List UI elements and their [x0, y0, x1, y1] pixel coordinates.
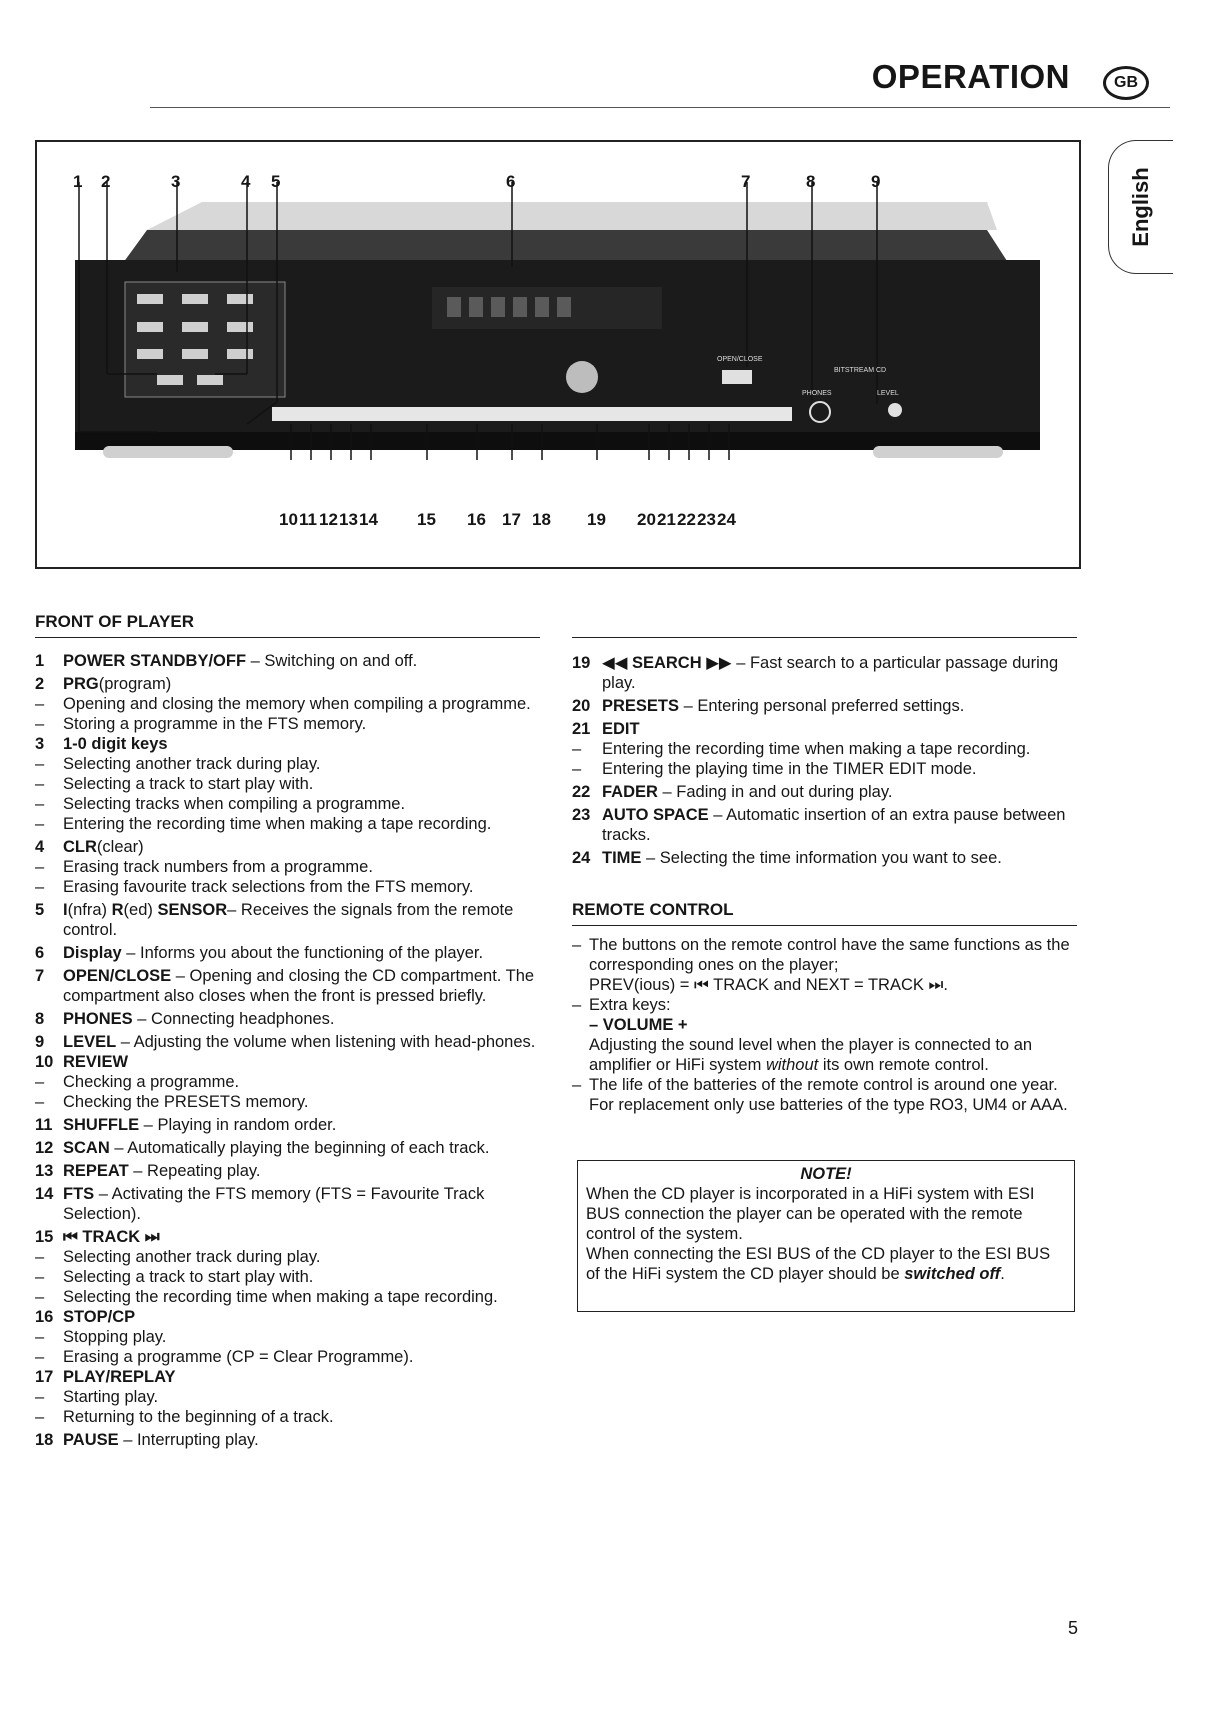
language-tab [1108, 140, 1173, 274]
entry-2: 2 PRG(program) [35, 675, 172, 693]
entry-21: 21 EDIT [572, 720, 640, 738]
callout-24: 24 [717, 510, 736, 529]
right-list [572, 650, 1077, 868]
callout-4: 4 [241, 172, 251, 191]
callout-21: 21 [657, 510, 676, 529]
bullet: – Storing a programme in the FTS memory. [35, 715, 367, 733]
bullet: – Entering the recording time when making a tape recording. [572, 740, 1031, 758]
bullet: – Entering the playing time in the TIMER EDIT mode. [572, 760, 977, 778]
entry-desc: – Switching on and off. [246, 652, 418, 670]
key-6 [227, 322, 253, 332]
bullet: – Selecting a track to start play with. [35, 1268, 314, 1286]
bullet: – Entering the recording time when making a tape recording. [35, 815, 492, 833]
entry-1 [35, 651, 545, 671]
bullet: – Selecting the recording time when making a tape recording. [35, 1288, 498, 1306]
callout-12: 12 [319, 510, 338, 529]
callout-20: 20 [637, 510, 656, 529]
callout-5: 5 [271, 172, 281, 191]
label-bitstream: BITSTREAM CD [834, 367, 887, 374]
entry-10: 10 REVIEW [35, 1053, 129, 1071]
callout-11: 11 [299, 510, 317, 529]
entry-18: 18 PAUSE – Interrupting play. [35, 1431, 259, 1449]
bullet: – Checking a programme. [35, 1073, 240, 1091]
remote-para-1: – The buttons on the remote control have the same functions as the corresponding ones on the player; PREV(ious) = ⏮ TRACK and NEXT = TRACK ⏭. [572, 936, 1070, 994]
entry-16: 16 STOP/CP [35, 1308, 136, 1326]
language-tab-label: English [1128, 167, 1153, 247]
callout-14: 14 [359, 510, 378, 529]
callout-7: 7 [741, 172, 751, 191]
front-heading: FRONT OF PLAYER [35, 612, 194, 631]
key-8 [182, 349, 208, 359]
key-7 [137, 349, 163, 359]
button-strip [272, 407, 792, 421]
entry-20: 20 PRESETS – Entering personal preferred settings. [572, 697, 965, 715]
entry-14: 14 FTS – Activating the FTS memory (FTS = Favourite Track Selection). [35, 1185, 485, 1223]
page-title: OPERATION [871, 58, 1070, 95]
callout-16: 16 [467, 510, 486, 529]
player-top-lid [147, 202, 997, 230]
remote-heading: REMOTE CONTROL [572, 900, 734, 919]
key-0 [157, 375, 183, 385]
callout-23: 23 [697, 510, 716, 529]
remote-para-2: – Extra keys: – VOLUME + Adjusting the sound level when the player is connected to an amplifier or HiFi system without its own remote control. [572, 996, 1033, 1074]
callout-10: 10 [279, 510, 298, 529]
entry-title: POWER STANDBY/OFF [63, 652, 247, 670]
label-phones: PHONES [802, 390, 832, 397]
right-top-rule [572, 637, 1077, 638]
callout-8: 8 [806, 172, 816, 191]
entry-4: 4 CLR(clear) [35, 838, 144, 856]
entry-19: 19 ◀◀ SEARCH ▶▶ – Fast search to a particular passage during play. [572, 654, 1059, 692]
key-4 [137, 322, 163, 332]
foot-right [873, 446, 1003, 458]
callout-6: 6 [506, 172, 516, 191]
key-3 [227, 294, 253, 304]
entry-9: 9 LEVEL – Adjusting the volume when listening with head-phones. [35, 1033, 536, 1051]
bullet: – Returning to the beginning of a track. [35, 1408, 334, 1426]
key-5 [182, 322, 208, 332]
entry-22: 22 FADER – Fading in and out during play. [572, 783, 893, 801]
player-front-figure [35, 140, 1081, 569]
entry-17: 17 PLAY/REPLAY [35, 1368, 176, 1386]
remote-heading-rule [572, 925, 1077, 926]
bullet: – Erasing track numbers from a programme. [35, 858, 373, 876]
bullet: – Starting play. [35, 1388, 159, 1406]
level-knob [888, 403, 902, 417]
note-box [577, 1160, 1075, 1312]
callout-17: 17 [502, 510, 521, 529]
key-2 [182, 294, 208, 304]
entry-num: 1 [35, 652, 45, 670]
entry-23: 23 AUTO SPACE – Automatic insertion of an extra pause between tracks. [572, 806, 1066, 844]
open-close-button [722, 370, 752, 384]
callout-13: 13 [339, 510, 358, 529]
callout-22: 22 [677, 510, 696, 529]
bullet: – Erasing favourite track selections from the FTS memory. [35, 878, 474, 896]
note-title: NOTE! [800, 1165, 852, 1183]
ir-sensor-window [566, 361, 598, 393]
entry-6: 6 Display – Informs you about the functioning of the player. [35, 944, 484, 962]
label-level: LEVEL [877, 390, 899, 397]
callout-9: 9 [871, 172, 881, 191]
remote-text [572, 935, 1077, 1115]
key-1 [137, 294, 163, 304]
key-9 [227, 349, 253, 359]
entry-7: 7 OPEN/CLOSE – Opening and closing the CD compartment. The compartment also closes when the front is pressed briefly. [35, 967, 535, 1005]
player-illustration [37, 142, 1079, 567]
entry-13: 13 REPEAT – Repeating play. [35, 1162, 261, 1180]
callout-19: 19 [587, 510, 606, 529]
bullet: – Selecting tracks when compiling a programme. [35, 795, 406, 813]
entry-3: 3 1-0 digit keys [35, 735, 168, 753]
callout-2: 2 [101, 172, 111, 191]
entry-11: 11 SHUFFLE – Playing in random order. [35, 1116, 337, 1134]
bullet: – Selecting another track during play. [35, 755, 321, 773]
page-number: 5 [1068, 1618, 1079, 1638]
bullet: – Stopping play. [35, 1328, 167, 1346]
bullet: – Checking the PRESETS memory. [35, 1093, 309, 1111]
note-text-1: When the CD player is incorporated in a HiFi system with ESI BUS connection the player can be operated with the remote control of the system. [586, 1185, 1035, 1243]
bullet: – Selecting another track during play. [35, 1248, 321, 1266]
label-open-close: OPEN/CLOSE [717, 356, 763, 363]
callout-3: 3 [171, 172, 181, 191]
entry-24: 24 TIME – Selecting the time information you want to see. [572, 849, 1002, 867]
bullet: – Opening and closing the memory when compiling a programme. [35, 695, 531, 713]
entry-5: 5 I(nfra) R(ed) SENSOR– Receives the signals from the remote control. [35, 901, 514, 939]
bullet: – Selecting a track to start play with. [35, 775, 314, 793]
front-list [35, 648, 545, 1450]
callout-15: 15 [417, 510, 436, 529]
header-rule [150, 107, 1170, 108]
callout-18: 18 [532, 510, 551, 529]
language-badge: GB [1103, 66, 1149, 100]
foot-left [103, 446, 233, 458]
note-text-2: When connecting the ESI BUS of the CD player to the ESI BUS of the HiFi system the CD player should be switched off. [586, 1245, 1051, 1283]
entry-12: 12 SCAN – Automatically playing the beginning of each track. [35, 1139, 490, 1157]
bullet: – Erasing a programme (CP = Clear Programme). [35, 1348, 414, 1366]
key-clr [197, 375, 223, 385]
entry-15: 15 ⏮ TRACK ⏭ [35, 1228, 160, 1246]
front-heading-rule [35, 637, 540, 638]
remote-para-3: – The life of the batteries of the remote control is around one year. For replacement only use batteries of the type RO3, UM4 or AAA. [572, 1076, 1068, 1114]
entry-8: 8 PHONES – Connecting headphones. [35, 1010, 335, 1028]
callout-1: 1 [73, 172, 83, 191]
